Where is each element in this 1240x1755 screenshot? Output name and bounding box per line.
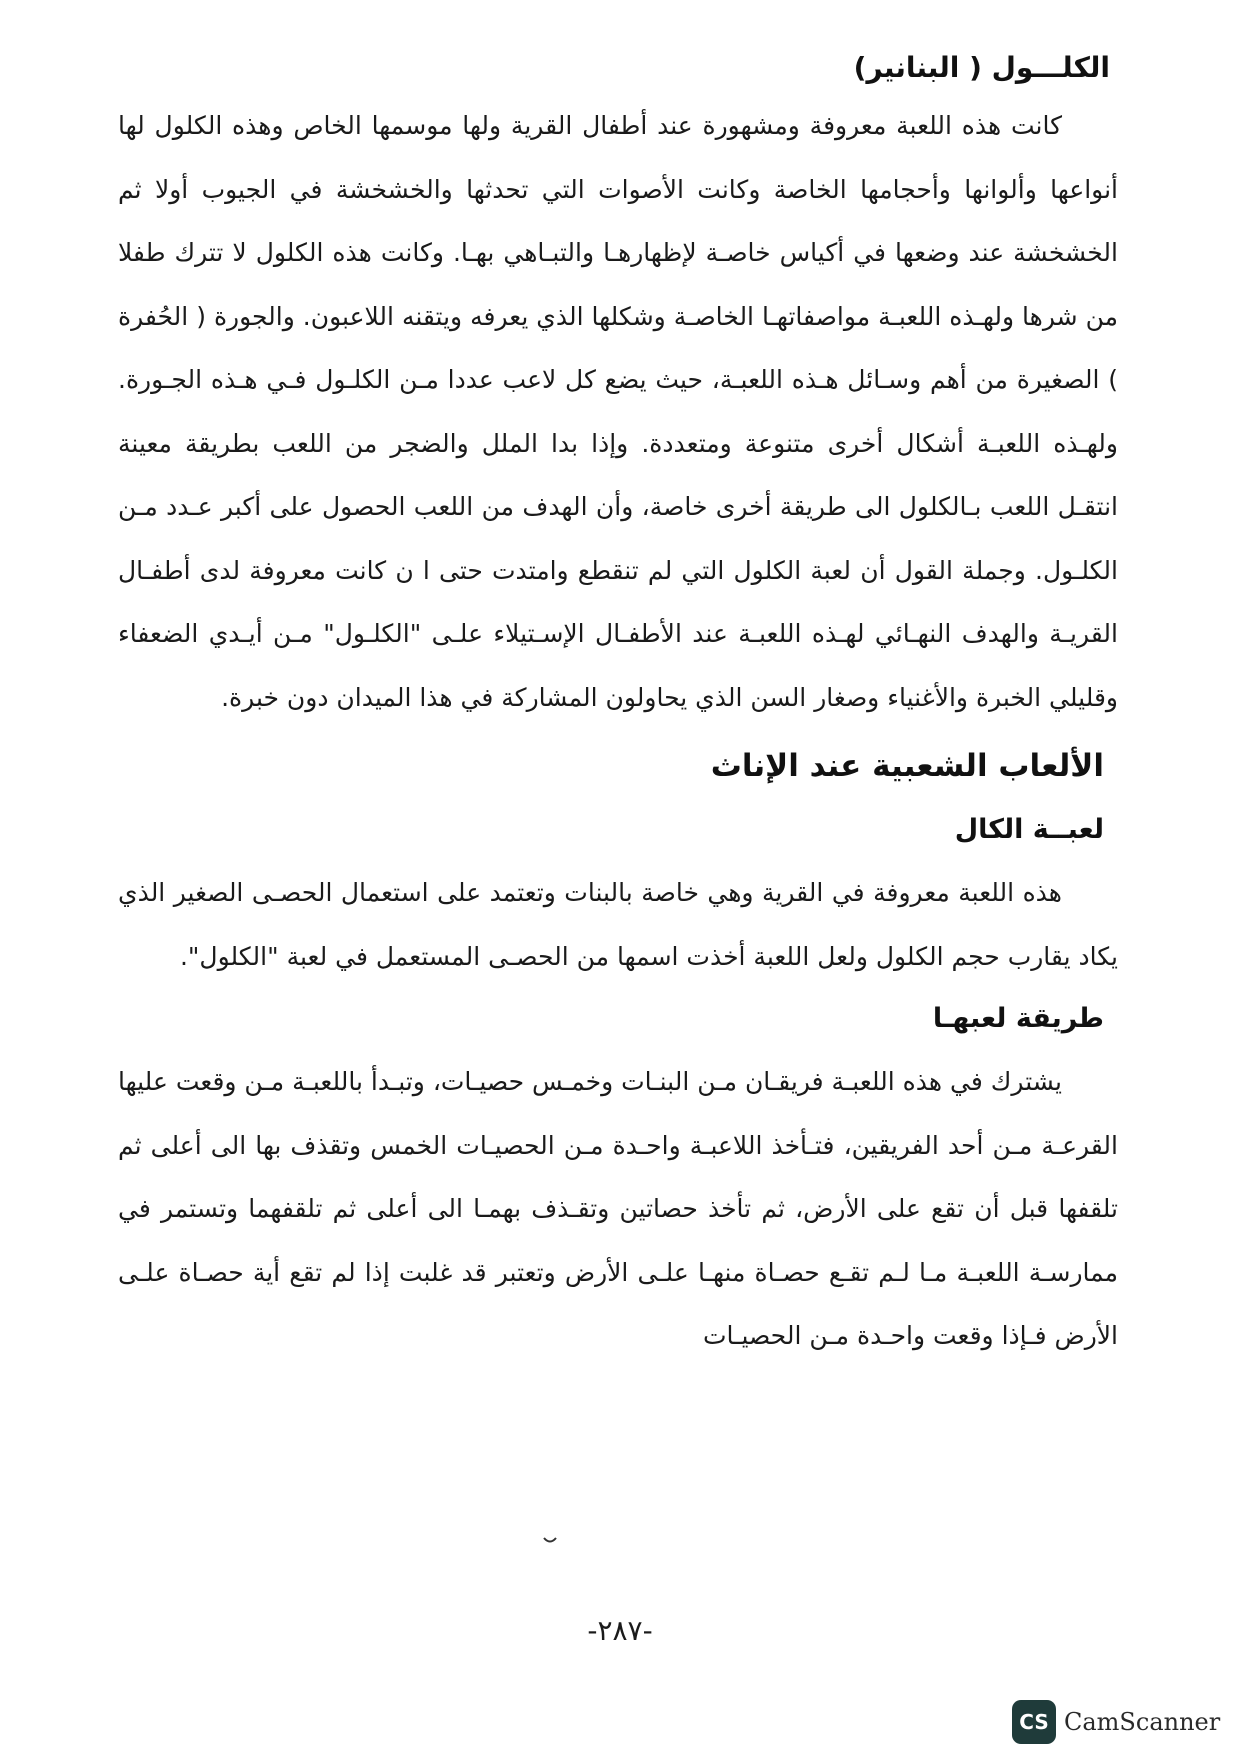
section-title-girls-games: الألعاب الشعبية عند الإناث: [710, 748, 1104, 784]
paragraph-how-to-play: [118, 1050, 1118, 1368]
paragraph-how-to-play-text: يشترك في هذه اللعبـة فريقـان مـن البنـات وخمـس حصيـات، وتبـدأ باللعبـة مـن وقعت عليها القرعـة مـن أحد الفريقين، فتـأخذ اللاعبـة واحـدة مـن الحصيـات الخمس وتقذف بها الى أعلى ثم تلقفها قبل أن تقع على الأرض، ثم تأخذ حصاتين وتقـذف بهمـا الى أعلى ثم تلقفهما وتستمر في ممارسـة اللعبـة مـا لـم تقـع حصـاة منهـا علـى الأرض وتعتبر قد غلبت إذا لم تقع أية حصـاة علـى الأرض فـإذا وقعت واحـدة مـن الحصيـات: [118, 1067, 1118, 1350]
paragraph-kal-game: [118, 861, 1118, 988]
ink-mark: [543, 1535, 557, 1545]
camscanner-brand-text: CamScanner: [1064, 1708, 1221, 1736]
subsection-title-how-to-play: طريقة لعبهـا: [932, 1003, 1104, 1034]
cs-logo-glyph: [1016, 1708, 1052, 1736]
section-title-marbles: الكلـــول ( البنانير): [853, 51, 1110, 84]
page-body: [118, 42, 1118, 1368]
paragraph-kal-game-text: هذه اللعبة معروفة في القرية وهي خاصة بالبنات وتعتمد على استعمال الحصـى الصغير الذي يكاد يقارب حجم الكلول ولعل اللعبة أخذت اسمها من الحصـى المستعمل في لعبة "الكلول".: [118, 878, 1118, 971]
cs-logo-text: CS: [1019, 1710, 1049, 1734]
camscanner-watermark: [1012, 1700, 1220, 1744]
subsection-title-kal-game: لعبــة الكال: [954, 814, 1104, 845]
page-number: -٢٨٧-: [587, 1614, 653, 1647]
paragraph-marbles: [118, 94, 1118, 729]
paragraph-marbles-text: كانت هذه اللعبة معروفة ومشهورة عند أطفال القرية ولها موسمها الخاص وهذه الكلول لها أنواعها وألوانها وأحجامها الخاصة وكانت الأصوات التي تحدثها والخشخشة في الجيوب أولا ثم الخشخشة عند وضعها في أكياس خاصـة لإظهارهـا والتبـاهي بهـا. وكانت هذه الكلول لا تترك طفلا من شرها ولهـذه اللعبـة مواصفاتهـا الخاصـة وشكلها الذي يعرفه ويتقنه اللاعبون. والجورة ( الحُفرة ) الصغيرة من أهم وسـائل هـذه اللعبـة، حيث يضع كل لاعب عددا مـن الكلـول فـي هـذه الجـورة. ولهـذه اللعبـة أشكال أخرى متنوعة ومتعددة. وإذا بدا الملل والضجر من اللعب بطريقة معينة انتقـل اللعب بـالكلول الى طريقة أخرى خاصة، وأن الهدف من اللعب الحصول على أكبر عـدد مـن الكلـول. وجملة القول أن لعبة الكلول التي لم تنقطع وامتدت حتى ا ن كانت معروفة لدى أطفـال القريـة والهدف النهـائي لهـذه اللعبـة عند الأطفـال الإسـتيلاء علـى "الكلـول" مـن أيـدي الضعفاء وقليلي الخبرة والأغنياء وصغار السن الذي يحاولون المشاركة في هذا الميدان دون خبرة.: [118, 111, 1118, 712]
camscanner-logo-icon: [1012, 1700, 1056, 1744]
